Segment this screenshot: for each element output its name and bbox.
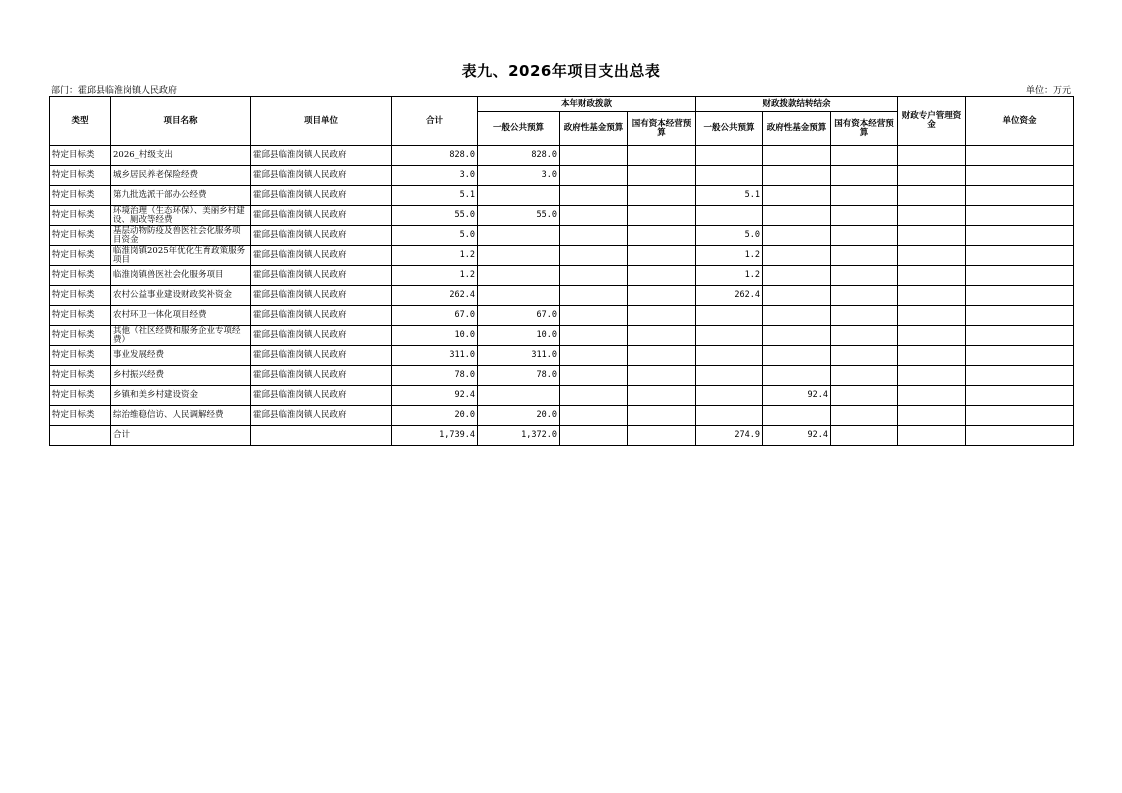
cell-special-fund	[898, 266, 966, 286]
cell-project-name: 乡镇和美乡村建设资金	[111, 386, 251, 406]
cell-type: 特定目标类	[50, 366, 111, 386]
cell-total: 78.0	[392, 366, 478, 386]
cell-total: 20.0	[392, 406, 478, 426]
cell-co-gov-fund-budget	[763, 326, 831, 346]
cell-total: 311.0	[392, 346, 478, 366]
cell-cy-general-budget: 1,372.0	[478, 426, 560, 446]
cell-co-general-budget	[696, 166, 763, 186]
cell-co-state-capital-budget	[831, 326, 898, 346]
cell-special-fund	[898, 226, 966, 246]
cell-co-general-budget	[696, 306, 763, 326]
cell-type: 特定目标类	[50, 266, 111, 286]
cell-total: 1.2	[392, 266, 478, 286]
cell-special-fund	[898, 206, 966, 226]
page-title: 表九、2026年项目支出总表	[461, 62, 661, 80]
cell-co-state-capital-budget	[831, 266, 898, 286]
cell-cy-general-budget: 311.0	[478, 346, 560, 366]
cell-unit-fund	[966, 166, 1074, 186]
cell-special-fund	[898, 406, 966, 426]
header-project-unit: 项目单位	[251, 97, 392, 146]
cell-cy-gov-fund-budget	[560, 346, 628, 366]
cell-co-general-budget: 1.2	[696, 246, 763, 266]
table-row	[50, 146, 1074, 166]
cell-project-name: 其他（社区经费和服务企业专项经费）	[111, 326, 251, 346]
cell-project-name: 2026_村级支出	[111, 146, 251, 166]
cell-type: 特定目标类	[50, 186, 111, 206]
cell-cy-general-budget	[478, 186, 560, 206]
header-total: 合计	[392, 97, 478, 146]
cell-project-unit: 霍邱县临淮岗镇人民政府	[251, 226, 392, 246]
table-row	[50, 266, 1074, 286]
cell-type: 特定目标类	[50, 406, 111, 426]
cell-project-unit: 霍邱县临淮岗镇人民政府	[251, 206, 392, 226]
cell-project-unit: 霍邱县临淮岗镇人民政府	[251, 266, 392, 286]
cell-cy-gov-fund-budget	[560, 146, 628, 166]
cell-cy-gov-fund-budget	[560, 306, 628, 326]
header-unit-fund: 单位资金	[966, 97, 1074, 146]
table-row	[50, 386, 1074, 406]
cell-cy-general-budget	[478, 286, 560, 306]
cell-co-gov-fund-budget	[763, 346, 831, 366]
cell-co-state-capital-budget	[831, 186, 898, 206]
cell-cy-state-capital-budget	[628, 246, 696, 266]
cell-type: 特定目标类	[50, 286, 111, 306]
department-label: 部门：霍邱县临淮岗镇人民政府	[51, 86, 178, 96]
cell-type: 特定目标类	[50, 386, 111, 406]
cell-unit-fund	[966, 266, 1074, 286]
cell-co-state-capital-budget	[831, 146, 898, 166]
cell-total: 1.2	[392, 246, 478, 266]
cell-special-fund	[898, 186, 966, 206]
cell-co-general-budget: 262.4	[696, 286, 763, 306]
header-cy-state-capital-budget: 国有资本经营预算	[628, 112, 696, 146]
cell-cy-gov-fund-budget	[560, 166, 628, 186]
cell-cy-state-capital-budget	[628, 166, 696, 186]
cell-type: 特定目标类	[50, 306, 111, 326]
cell-total: 828.0	[392, 146, 478, 166]
cell-project-unit: 霍邱县临淮岗镇人民政府	[251, 366, 392, 386]
header-co-gov-fund-budget: 政府性基金预算	[763, 112, 831, 146]
cell-co-general-budget	[696, 406, 763, 426]
cell-cy-general-budget: 78.0	[478, 366, 560, 386]
cell-total: 55.0	[392, 206, 478, 226]
cell-co-state-capital-budget	[831, 246, 898, 266]
cell-total: 5.0	[392, 226, 478, 246]
cell-co-gov-fund-budget	[763, 226, 831, 246]
cell-total: 10.0	[392, 326, 478, 346]
cell-cy-gov-fund-budget	[560, 326, 628, 346]
cell-co-gov-fund-budget	[763, 286, 831, 306]
cell-co-gov-fund-budget	[763, 146, 831, 166]
cell-unit-fund	[966, 366, 1074, 386]
cell-project-name: 综治维稳信访、人民调解经费	[111, 406, 251, 426]
cell-project-unit: 霍邱县临淮岗镇人民政府	[251, 386, 392, 406]
cell-cy-general-budget: 10.0	[478, 326, 560, 346]
cell-project-name: 合计	[111, 426, 251, 446]
cell-cy-state-capital-budget	[628, 326, 696, 346]
cell-cy-state-capital-budget	[628, 266, 696, 286]
cell-co-gov-fund-budget	[763, 186, 831, 206]
cell-special-fund	[898, 286, 966, 306]
header-co-general-budget: 一般公共预算	[696, 112, 763, 146]
cell-co-general-budget	[696, 146, 763, 166]
cell-cy-state-capital-budget	[628, 406, 696, 426]
cell-unit-fund	[966, 146, 1074, 166]
cell-project-name: 临淮岗镇2025年优化生育政策服务项目	[111, 246, 251, 266]
cell-co-gov-fund-budget	[763, 406, 831, 426]
cell-type: 特定目标类	[50, 246, 111, 266]
cell-type	[50, 426, 111, 446]
cell-cy-state-capital-budget	[628, 226, 696, 246]
cell-co-state-capital-budget	[831, 306, 898, 326]
cell-co-gov-fund-budget: 92.4	[763, 386, 831, 406]
cell-co-general-budget	[696, 366, 763, 386]
cell-unit-fund	[966, 246, 1074, 266]
header-project-name: 项目名称	[111, 97, 251, 146]
cell-project-name: 城乡居民养老保险经费	[111, 166, 251, 186]
cell-total: 3.0	[392, 166, 478, 186]
cell-project-unit: 霍邱县临淮岗镇人民政府	[251, 246, 392, 266]
cell-project-name: 农村公益事业建设财政奖补资金	[111, 286, 251, 306]
cell-project-unit: 霍邱县临淮岗镇人民政府	[251, 146, 392, 166]
cell-cy-gov-fund-budget	[560, 426, 628, 446]
cell-cy-gov-fund-budget	[560, 186, 628, 206]
cell-special-fund	[898, 386, 966, 406]
cell-project-unit: 霍邱县临淮岗镇人民政府	[251, 326, 392, 346]
cell-cy-state-capital-budget	[628, 366, 696, 386]
cell-unit-fund	[966, 206, 1074, 226]
cell-total: 67.0	[392, 306, 478, 326]
cell-cy-general-budget	[478, 386, 560, 406]
cell-co-general-budget: 5.0	[696, 226, 763, 246]
cell-cy-state-capital-budget	[628, 386, 696, 406]
cell-co-general-budget: 1.2	[696, 266, 763, 286]
cell-co-state-capital-budget	[831, 286, 898, 306]
cell-special-fund	[898, 166, 966, 186]
cell-cy-state-capital-budget	[628, 186, 696, 206]
cell-co-general-budget: 274.9	[696, 426, 763, 446]
cell-co-gov-fund-budget	[763, 206, 831, 226]
cell-unit-fund	[966, 326, 1074, 346]
cell-type: 特定目标类	[50, 166, 111, 186]
cell-unit-fund	[966, 306, 1074, 326]
header-current-year-group: 本年财政拨款	[478, 97, 696, 112]
table-body	[50, 146, 1074, 446]
cell-type: 特定目标类	[50, 326, 111, 346]
cell-project-name: 环境治理（生态环保）、美丽乡村建设、厕改等经费	[111, 206, 251, 226]
cell-co-state-capital-budget	[831, 386, 898, 406]
cell-co-state-capital-budget	[831, 366, 898, 386]
cell-cy-gov-fund-budget	[560, 286, 628, 306]
cell-project-unit: 霍邱县临淮岗镇人民政府	[251, 186, 392, 206]
cell-project-unit	[251, 426, 392, 446]
unit-label: 单位：万元	[1025, 86, 1071, 96]
cell-project-unit: 霍邱县临淮岗镇人民政府	[251, 306, 392, 326]
cell-project-name: 基层动物防疫及兽医社会化服务项目资金	[111, 226, 251, 246]
cell-co-gov-fund-budget	[763, 246, 831, 266]
header-cy-gov-fund-budget: 政府性基金预算	[560, 112, 628, 146]
cell-co-state-capital-budget	[831, 426, 898, 446]
cell-total: 92.4	[392, 386, 478, 406]
cell-project-name: 第九批选派干部办公经费	[111, 186, 251, 206]
cell-project-unit: 霍邱县临淮岗镇人民政府	[251, 286, 392, 306]
cell-special-fund	[898, 426, 966, 446]
cell-co-general-budget	[696, 206, 763, 226]
cell-type: 特定目标类	[50, 206, 111, 226]
cell-co-state-capital-budget	[831, 166, 898, 186]
table-total-row	[50, 426, 1074, 446]
cell-co-gov-fund-budget: 92.4	[763, 426, 831, 446]
cell-co-general-budget	[696, 326, 763, 346]
cell-cy-state-capital-budget	[628, 306, 696, 326]
cell-project-name: 事业发展经费	[111, 346, 251, 366]
header-cy-general-budget: 一般公共预算	[478, 112, 560, 146]
cell-special-fund	[898, 366, 966, 386]
header-co-state-capital-budget: 国有资本经营预算	[831, 112, 898, 146]
cell-cy-general-budget	[478, 266, 560, 286]
cell-total: 262.4	[392, 286, 478, 306]
header-special-fund: 财政专户管理资金	[898, 97, 966, 146]
table-row	[50, 306, 1074, 326]
cell-unit-fund	[966, 286, 1074, 306]
cell-project-name: 乡村振兴经费	[111, 366, 251, 386]
table-row	[50, 326, 1074, 346]
table-row	[50, 246, 1074, 266]
cell-cy-state-capital-budget	[628, 426, 696, 446]
cell-project-unit: 霍邱县临淮岗镇人民政府	[251, 166, 392, 186]
header-type: 类型	[50, 97, 111, 146]
cell-cy-gov-fund-budget	[560, 266, 628, 286]
cell-co-general-budget	[696, 386, 763, 406]
cell-type: 特定目标类	[50, 346, 111, 366]
cell-co-general-budget: 5.1	[696, 186, 763, 206]
header-carryover-group: 财政拨款结转结余	[696, 97, 898, 112]
table-row	[50, 286, 1074, 306]
table-row	[50, 346, 1074, 366]
cell-unit-fund	[966, 406, 1074, 426]
cell-total: 5.1	[392, 186, 478, 206]
cell-cy-gov-fund-budget	[560, 246, 628, 266]
cell-project-unit: 霍邱县临淮岗镇人民政府	[251, 346, 392, 366]
cell-unit-fund	[966, 186, 1074, 206]
cell-co-gov-fund-budget	[763, 266, 831, 286]
cell-unit-fund	[966, 226, 1074, 246]
cell-co-state-capital-budget	[831, 406, 898, 426]
project-expenditure-table	[49, 96, 1074, 446]
cell-co-gov-fund-budget	[763, 166, 831, 186]
cell-cy-general-budget: 20.0	[478, 406, 560, 426]
table-row	[50, 366, 1074, 386]
cell-special-fund	[898, 246, 966, 266]
cell-cy-general-budget	[478, 246, 560, 266]
cell-cy-general-budget: 67.0	[478, 306, 560, 326]
cell-special-fund	[898, 326, 966, 346]
cell-cy-gov-fund-budget	[560, 206, 628, 226]
table-row	[50, 166, 1074, 186]
table-row	[50, 186, 1074, 206]
cell-unit-fund	[966, 426, 1074, 446]
cell-co-state-capital-budget	[831, 206, 898, 226]
cell-cy-gov-fund-budget	[560, 386, 628, 406]
cell-co-general-budget	[696, 346, 763, 366]
cell-special-fund	[898, 146, 966, 166]
cell-unit-fund	[966, 386, 1074, 406]
cell-type: 特定目标类	[50, 146, 111, 166]
cell-special-fund	[898, 306, 966, 326]
cell-cy-general-budget	[478, 226, 560, 246]
cell-unit-fund	[966, 346, 1074, 366]
cell-cy-general-budget: 55.0	[478, 206, 560, 226]
cell-project-name: 临淮岗镇兽医社会化服务项目	[111, 266, 251, 286]
cell-cy-general-budget: 3.0	[478, 166, 560, 186]
table-row	[50, 406, 1074, 426]
cell-co-state-capital-budget	[831, 226, 898, 246]
table-row	[50, 226, 1074, 246]
cell-project-name: 农村环卫一体化项目经费	[111, 306, 251, 326]
cell-cy-gov-fund-budget	[560, 226, 628, 246]
cell-co-gov-fund-budget	[763, 306, 831, 326]
cell-project-unit: 霍邱县临淮岗镇人民政府	[251, 406, 392, 426]
cell-cy-gov-fund-budget	[560, 366, 628, 386]
cell-cy-state-capital-budget	[628, 206, 696, 226]
cell-co-gov-fund-budget	[763, 366, 831, 386]
cell-type: 特定目标类	[50, 226, 111, 246]
cell-total: 1,739.4	[392, 426, 478, 446]
table-row	[50, 206, 1074, 226]
cell-cy-state-capital-budget	[628, 286, 696, 306]
cell-cy-gov-fund-budget	[560, 406, 628, 426]
cell-cy-general-budget: 828.0	[478, 146, 560, 166]
cell-special-fund	[898, 346, 966, 366]
cell-cy-state-capital-budget	[628, 146, 696, 166]
cell-co-state-capital-budget	[831, 346, 898, 366]
cell-cy-state-capital-budget	[628, 346, 696, 366]
